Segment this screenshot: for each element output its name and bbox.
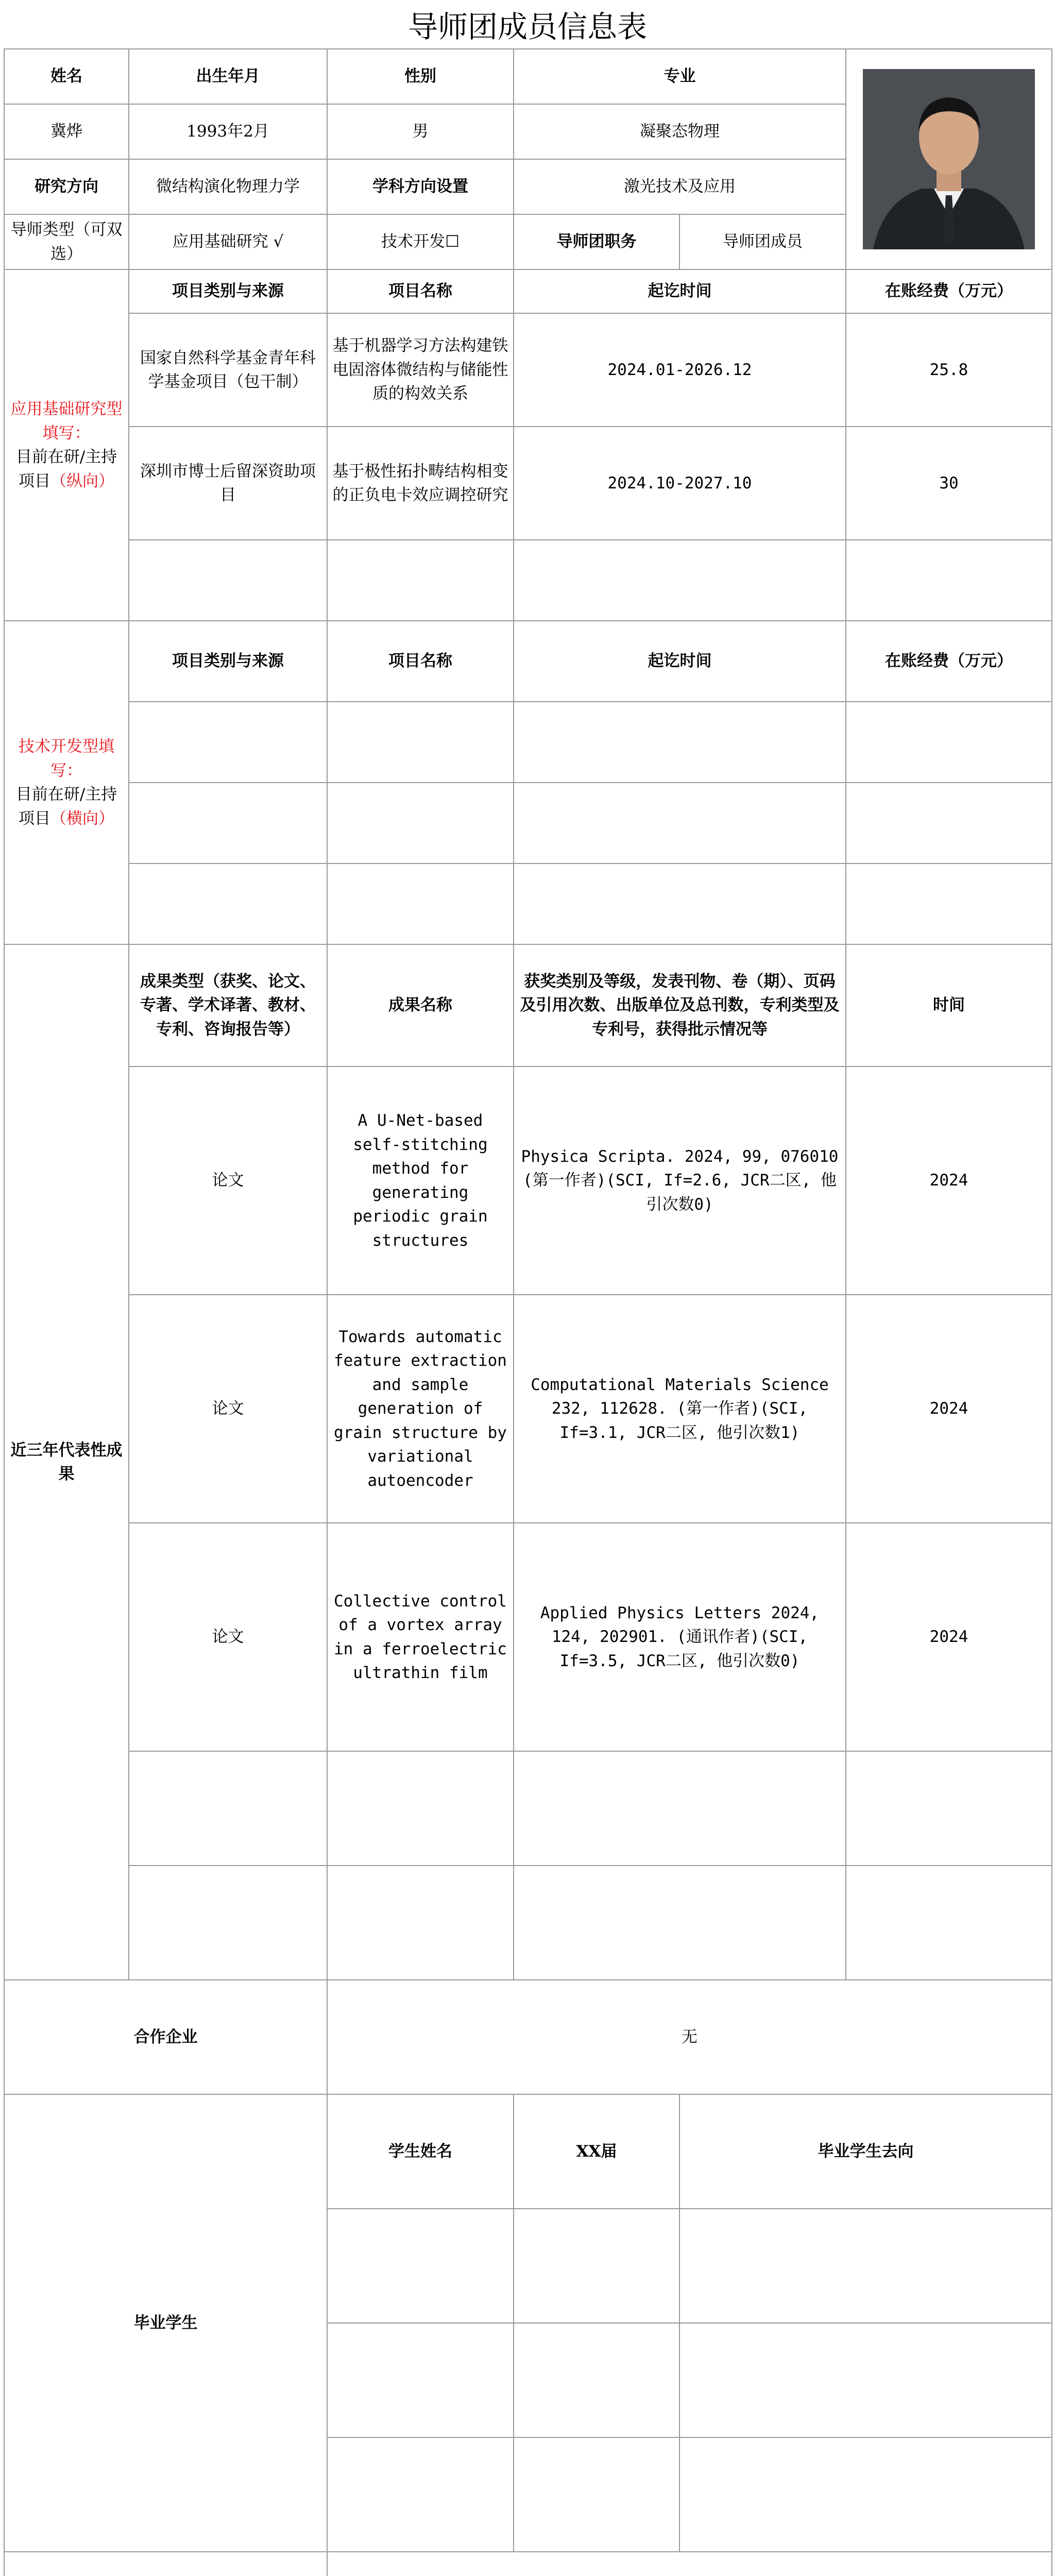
discipline-value: 激光技术及应用 (514, 159, 846, 214)
table-row (4, 1066, 1052, 1295)
project-funds: 30 (846, 427, 1052, 540)
ach-header-type: 成果类型（获奖、论文、专著、学术译著、教材、专利、咨询报告等） (129, 944, 327, 1066)
type-basic: 应用基础研究 √ (129, 214, 327, 269)
grad-header-name: 学生姓名 (327, 2094, 514, 2209)
project-period: 2024.01-2026.12 (514, 313, 846, 427)
direction-value: 微结构演化物理力学 (129, 159, 327, 214)
birth-value: 1993年2月 (129, 104, 327, 159)
basic-header-name: 项目名称 (327, 269, 514, 313)
direction-label: 研究方向 (4, 159, 129, 214)
major-value: 凝聚态物理 (514, 104, 846, 159)
empty-row (4, 863, 1052, 944)
role-label: 导师团职务 (514, 214, 679, 269)
tech-header-source: 项目类别与来源 (129, 621, 327, 702)
ach-type: 论文 (129, 1066, 327, 1295)
grad-header-destination: 毕业学生去向 (679, 2094, 1052, 2209)
ach-name: Collective control of a vortex array in a ferroelectric ultrathin film (327, 1523, 514, 1751)
type-tech: 技术开发☐ (327, 214, 514, 269)
requirement-label (4, 2552, 327, 2576)
basic-projects-section-label: 应用基础研究型填写： 目前在研/主持项目（纵向） (4, 269, 129, 621)
name-value: 冀烨 (4, 104, 129, 159)
project-period: 2024.10-2027.10 (514, 427, 846, 540)
project-name: 基于机器学习方法构建铁电固溶体微结构与储能性质的构效关系 (327, 313, 514, 427)
portrait-photo (863, 69, 1035, 249)
gender-label: 性别 (327, 49, 514, 104)
photo-cell (846, 49, 1052, 269)
tech-projects-section-label: 技术开发型填写： 目前在研/主持项目（横向） (4, 621, 129, 944)
ach-header-name: 成果名称 (327, 944, 514, 1066)
basic-header-period: 起讫时间 (514, 269, 846, 313)
ach-type: 论文 (129, 1523, 327, 1751)
ach-year: 2024 (846, 1523, 1052, 1751)
tech-header-name: 项目名称 (327, 621, 514, 702)
info-table (4, 48, 1052, 2576)
achievements-section-label: 近三年代表性成果 (4, 944, 129, 1980)
project-source: 国家自然科学基金青年科学基金项目（包干制） (129, 313, 327, 427)
enterprise-value: 无 (327, 1980, 1052, 2094)
requirement-value (327, 2552, 1052, 2576)
basic-header-source: 项目类别与来源 (129, 269, 327, 313)
empty-row (4, 702, 1052, 783)
ach-year: 2024 (846, 1295, 1052, 1523)
ach-detail: Physica Scripta. 2024, 99, 076010 (第一作者)(SCI, If=2.6, JCR二区, 他引次数0) (514, 1066, 846, 1295)
project-funds: 25.8 (846, 313, 1052, 427)
page-title: 导师团成员信息表 (407, 9, 647, 44)
major-label: 专业 (514, 49, 846, 104)
role-value: 导师团成员 (679, 214, 846, 269)
table-row (4, 313, 1052, 427)
empty-row (4, 1866, 1052, 1980)
empty-row (4, 540, 1052, 621)
table-row (4, 427, 1052, 540)
ach-detail: Computational Materials Science 232, 112628. (第一作者)(SCI, If=3.1, JCR二区, 他引次数1) (514, 1295, 846, 1523)
type-label: 导师类型（可双选） (4, 214, 129, 269)
table-row (4, 1295, 1052, 1523)
grad-header-class: XX届 (514, 2094, 679, 2209)
enterprise-label: 合作企业 (4, 1980, 327, 2094)
name-label: 姓名 (4, 49, 129, 104)
ach-name: A U-Net-based self-stitching method for generating periodic grain structures (327, 1066, 514, 1295)
project-name: 基于极性拓扑畴结构相变的正负电卡效应调控研究 (327, 427, 514, 540)
gender-value: 男 (327, 104, 514, 159)
ach-name: Towards automatic feature extraction and sample generation of grain structure by variational autoencoder (327, 1295, 514, 1523)
project-source: 深圳市博士后留深资助项目 (129, 427, 327, 540)
ach-header-detail: 获奖类别及等级，发表刊物、卷（期）、页码及引用次数、出版单位及总刊数，专利类型及专利号，获得批示情况等 (514, 944, 846, 1066)
empty-row (4, 1751, 1052, 1866)
birth-label: 出生年月 (129, 49, 327, 104)
ach-type: 论文 (129, 1295, 327, 1523)
ach-detail: Applied Physics Letters 2024, 124, 202901. (通讯作者)(SCI, If=3.5, JCR二区, 他引次数0) (514, 1523, 846, 1751)
basic-header-funds: 在账经费（万元） (846, 269, 1052, 313)
graduates-label: 毕业学生 (4, 2094, 327, 2552)
table-row (4, 1523, 1052, 1751)
ach-header-year: 时间 (846, 944, 1052, 1066)
tech-header-period: 起讫时间 (514, 621, 846, 702)
discipline-label: 学科方向设置 (327, 159, 514, 214)
ach-year: 2024 (846, 1066, 1052, 1295)
tech-header-funds: 在账经费（万元） (846, 621, 1052, 702)
empty-row (4, 783, 1052, 863)
